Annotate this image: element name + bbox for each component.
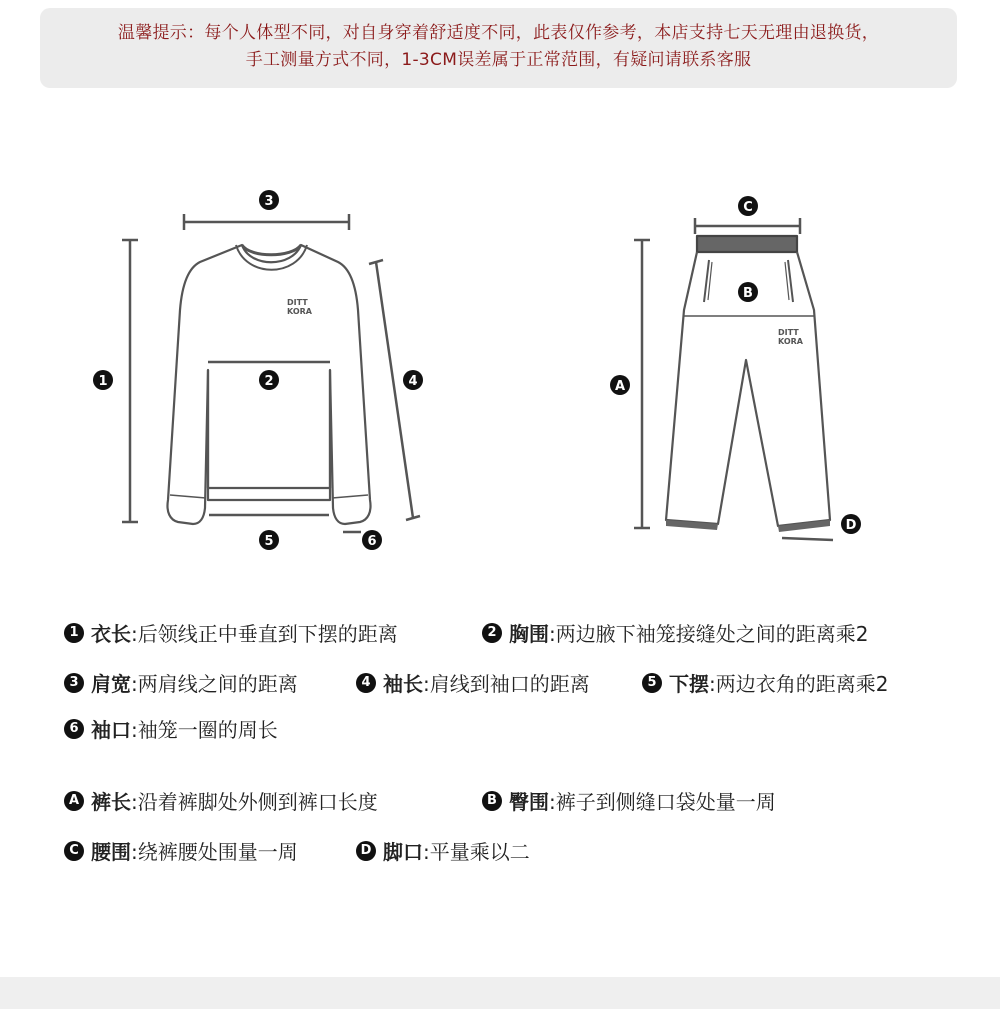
legend-term: 胸围: [509, 622, 549, 646]
svg-text:3: 3: [264, 194, 274, 209]
svg-text:4: 4: [408, 374, 418, 389]
svg-text:KORA: KORA: [287, 307, 312, 316]
svg-text:D: D: [845, 518, 857, 533]
legend-term: 肩宽: [91, 672, 131, 696]
legend-item-2: [482, 618, 868, 647]
legend-term: 袖长: [383, 672, 423, 696]
svg-text:KORA: KORA: [778, 337, 803, 346]
notice-line-2: 手工测量方式不同，1-3CM误差属于正常范围，有疑问请联系客服: [245, 50, 752, 70]
badge-2: 2: [482, 623, 502, 643]
badge-B: B: [482, 791, 502, 811]
badge-4: 4: [356, 673, 376, 693]
legend-item-4: [356, 668, 590, 697]
svg-text:C: C: [743, 200, 753, 215]
svg-text:DITT: DITT: [778, 328, 799, 337]
legend-term: 袖口: [91, 718, 131, 742]
legend-term: 脚口: [383, 840, 423, 864]
legend-desc: :袖笼一圈的周长: [131, 718, 278, 742]
sweatshirt-logo: [287, 298, 313, 316]
legend-desc: :后领线正中垂直到下摆的距离: [131, 622, 398, 646]
legend-term: 裤长: [91, 790, 131, 814]
legend-item-D: [356, 836, 530, 865]
legend-item-1: [64, 618, 398, 647]
svg-text:5: 5: [264, 534, 274, 549]
legend-desc: :两边腋下袖笼接缝处之间的距离乘2: [549, 622, 869, 646]
legend-item-6: [64, 714, 278, 743]
svg-text:2: 2: [264, 374, 274, 389]
legend-desc: :肩线到袖口的距离: [423, 672, 590, 696]
legend-desc: :两肩线之间的距离: [131, 672, 298, 696]
svg-text:A: A: [614, 379, 626, 394]
pants-logo: [778, 328, 804, 346]
badge-1: 1: [64, 623, 84, 643]
legend-desc: :两边衣角的距离乘2: [709, 672, 889, 696]
badge-5: 5: [642, 673, 662, 693]
badge-3: 3: [64, 673, 84, 693]
pants-measure-lines: [634, 218, 833, 540]
legend-item-3: [64, 668, 298, 697]
legend-item-A: [64, 786, 378, 815]
svg-text:DITT: DITT: [287, 298, 308, 307]
legend-item-5: [642, 668, 888, 697]
footer-divider: [0, 977, 1000, 1009]
legend-term: 衣长: [91, 622, 131, 646]
badge-A: A: [64, 791, 84, 811]
legend-desc: :平量乘以二: [423, 840, 530, 864]
badge-D: D: [356, 841, 376, 861]
sweatshirt-measure-badges: [93, 190, 423, 550]
svg-text:1: 1: [98, 374, 108, 389]
legend-term: 臀围: [509, 790, 549, 814]
svg-text:6: 6: [367, 534, 377, 549]
badge-C: C: [64, 841, 84, 861]
legend-desc: :沿着裤脚处外侧到裤口长度: [131, 790, 378, 814]
legend-item-C: [64, 836, 298, 865]
svg-text:B: B: [743, 286, 753, 301]
notice-line-1: 温馨提示：每个人体型不同，对自身穿着舒适度不同，此表仅作参考，本店支持七天无理由退换货，: [117, 23, 880, 43]
pants-drawing: [666, 236, 830, 526]
badge-6: 6: [64, 719, 84, 739]
legend-term: 腰围: [91, 840, 131, 864]
legend-term: 下摆: [669, 672, 709, 696]
legend-item-B: [482, 786, 776, 815]
legend-desc: :绕裤腰处围量一周: [131, 840, 298, 864]
legend-desc: :裤子到侧缝口袋处量一周: [549, 790, 776, 814]
